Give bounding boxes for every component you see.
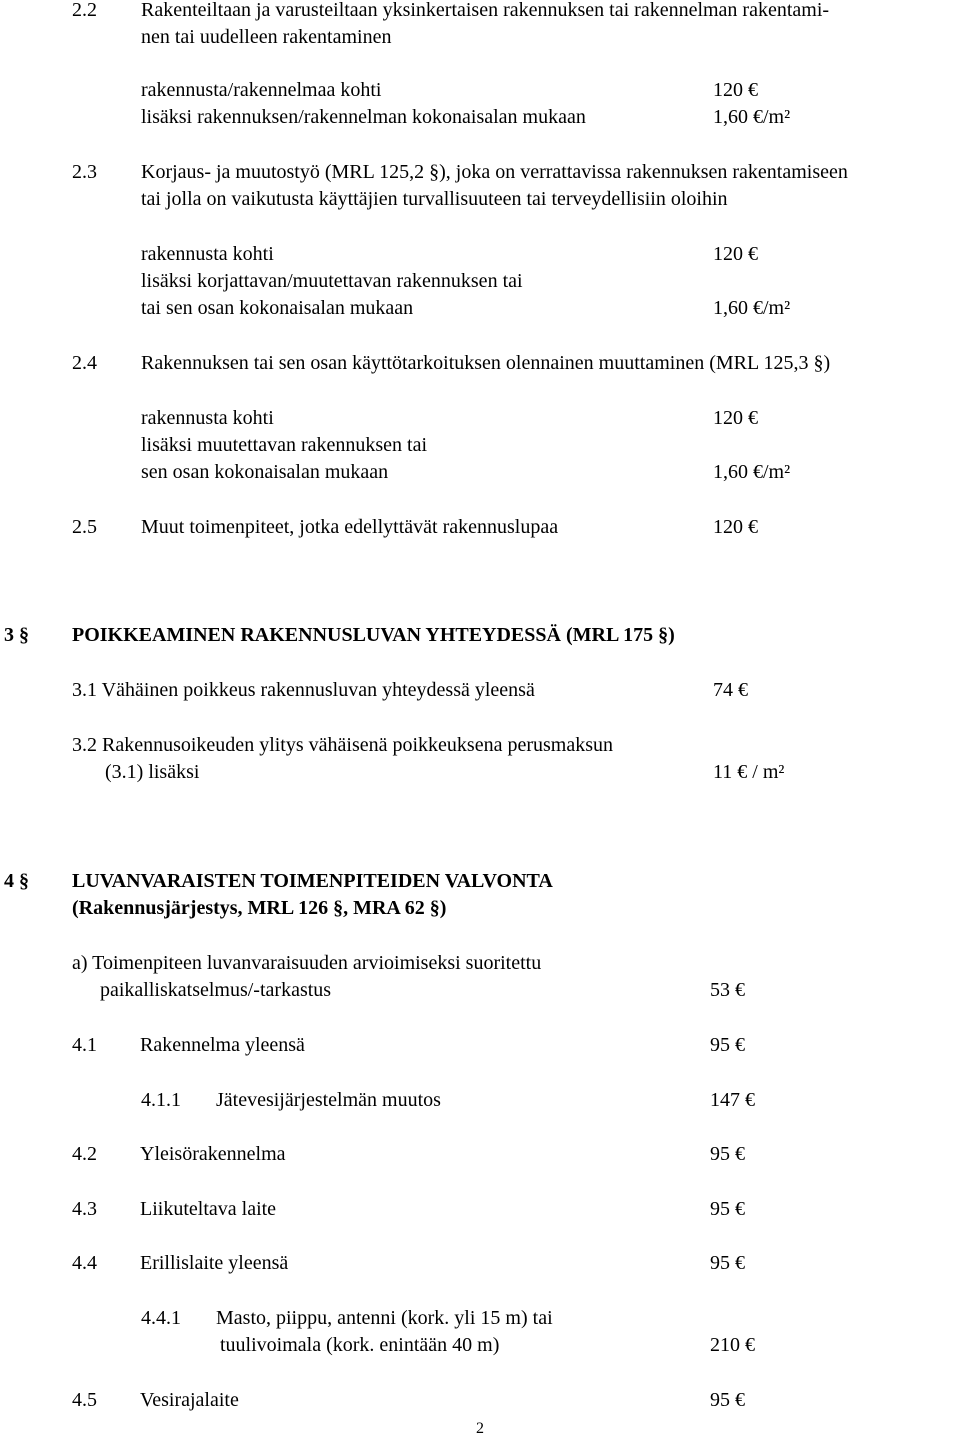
fee-value: 1,60 €/m² [713, 106, 791, 128]
fee-label: Erillislaite yleensä [140, 1252, 289, 1274]
fee-label-cont: (3.1) lisäksi [105, 761, 200, 783]
heading-number: 4 § [4, 870, 29, 892]
fee-label-cont: paikalliskatselmus/-tarkastus [100, 979, 332, 1001]
section-title: Muut toimenpiteet, jotka edellyttävät rakennuslupaa [141, 516, 559, 538]
fee-label: lisäksi muutettavan rakennuksen tai [141, 434, 428, 456]
fee-value: 95 € [710, 1034, 745, 1056]
item-number: 4.3 [72, 1198, 97, 1220]
fee-label: Liikuteltava laite [140, 1198, 277, 1220]
fee-value: 120 € [713, 516, 758, 538]
fee-label-cont: tuulivoimala (kork. enintään 40 m) [220, 1334, 500, 1356]
section-title-cont: nen tai uudelleen rakentaminen [141, 26, 392, 48]
fee-value: 74 € [713, 679, 748, 701]
fee-value: 95 € [710, 1252, 745, 1274]
fee-value: 120 € [713, 79, 758, 101]
section-title-cont: tai jolla on vaikutusta käyttäjien turvallisuuteen tai terveydellisiin oloihin [141, 188, 728, 210]
fee-label: Jätevesijärjestelmän muutos [216, 1089, 441, 1111]
fee-value: 1,60 €/m² [713, 461, 791, 483]
fee-label: Masto, piippu, antenni (kork. yli 15 m) tai [216, 1307, 553, 1329]
item-number: 4.1 [72, 1034, 97, 1056]
heading-title: LUVANVARAISTEN TOIMENPITEIDEN VALVONTA [72, 870, 553, 892]
fee-value: 53 € [710, 979, 745, 1001]
fee-value: 120 € [713, 243, 758, 265]
fee-label: Yleisörakennelma [140, 1143, 286, 1165]
item-number: 4.2 [72, 1143, 97, 1165]
fee-value: 210 € [710, 1334, 755, 1356]
section-number: 2.5 [72, 516, 97, 538]
fee-value: 120 € [713, 407, 758, 429]
fee-label: lisäksi rakennuksen/rakennelman kokonaisalan mukaan [141, 106, 586, 128]
fee-value: 147 € [710, 1089, 755, 1111]
item-number: 4.4 [72, 1252, 97, 1274]
fee-label: rakennusta kohti [141, 407, 274, 429]
fee-label-cont: sen osan kokonaisalan mukaan [141, 461, 389, 483]
heading-number: 3 § [4, 624, 29, 646]
fee-label: 3.2 Rakennusoikeuden ylitys vähäisenä poikkeuksena perusmaksun [72, 734, 613, 756]
heading-title: POIKKEAMINEN RAKENNUSLUVAN YHTEYDESSÄ (MRL 175 §) [72, 624, 675, 646]
fee-label: 3.1 Vähäinen poikkeus rakennusluvan yhteydessä yleensä [72, 679, 535, 701]
section-number: 2.4 [72, 352, 97, 374]
fee-value: 95 € [710, 1198, 745, 1220]
section-title: Rakennuksen tai sen osan käyttötarkoituksen olennainen muuttaminen (MRL 125,3 §) [141, 352, 831, 374]
fee-label: lisäksi korjattavan/muutettavan rakennuksen tai [141, 270, 523, 292]
fee-value: 95 € [710, 1389, 745, 1411]
item-number: 4.4.1 [141, 1307, 181, 1329]
fee-label: rakennusta/rakennelmaa kohti [141, 79, 382, 101]
fee-label-cont: tai sen osan kokonaisalan mukaan [141, 297, 414, 319]
section-title: Korjaus- ja muutostyö (MRL 125,2 §), joka on verrattavissa rakennuksen rakentamiseen [141, 161, 848, 183]
section-number: 2.3 [72, 161, 97, 183]
heading-subtitle: (Rakennusjärjestys, MRL 126 §, MRA 62 §) [72, 897, 447, 919]
fee-label: rakennusta kohti [141, 243, 274, 265]
fee-label: Rakennelma yleensä [140, 1034, 305, 1056]
page-number: 2 [476, 1420, 484, 1437]
item-number: 4.5 [72, 1389, 97, 1411]
fee-value: 95 € [710, 1143, 745, 1165]
item-number: 4.1.1 [141, 1089, 181, 1111]
fee-label: Vesirajalaite [140, 1389, 239, 1411]
section-number: 2.2 [72, 0, 97, 21]
fee-label: a) Toimenpiteen luvanvaraisuuden arvioimiseksi suoritettu [72, 952, 542, 974]
fee-value: 1,60 €/m² [713, 297, 791, 319]
fee-value: 11 € / m² [713, 761, 785, 783]
section-title: Rakenteiltaan ja varusteiltaan yksinkertaisen rakennuksen tai rakennelman rakentami- [141, 0, 830, 21]
